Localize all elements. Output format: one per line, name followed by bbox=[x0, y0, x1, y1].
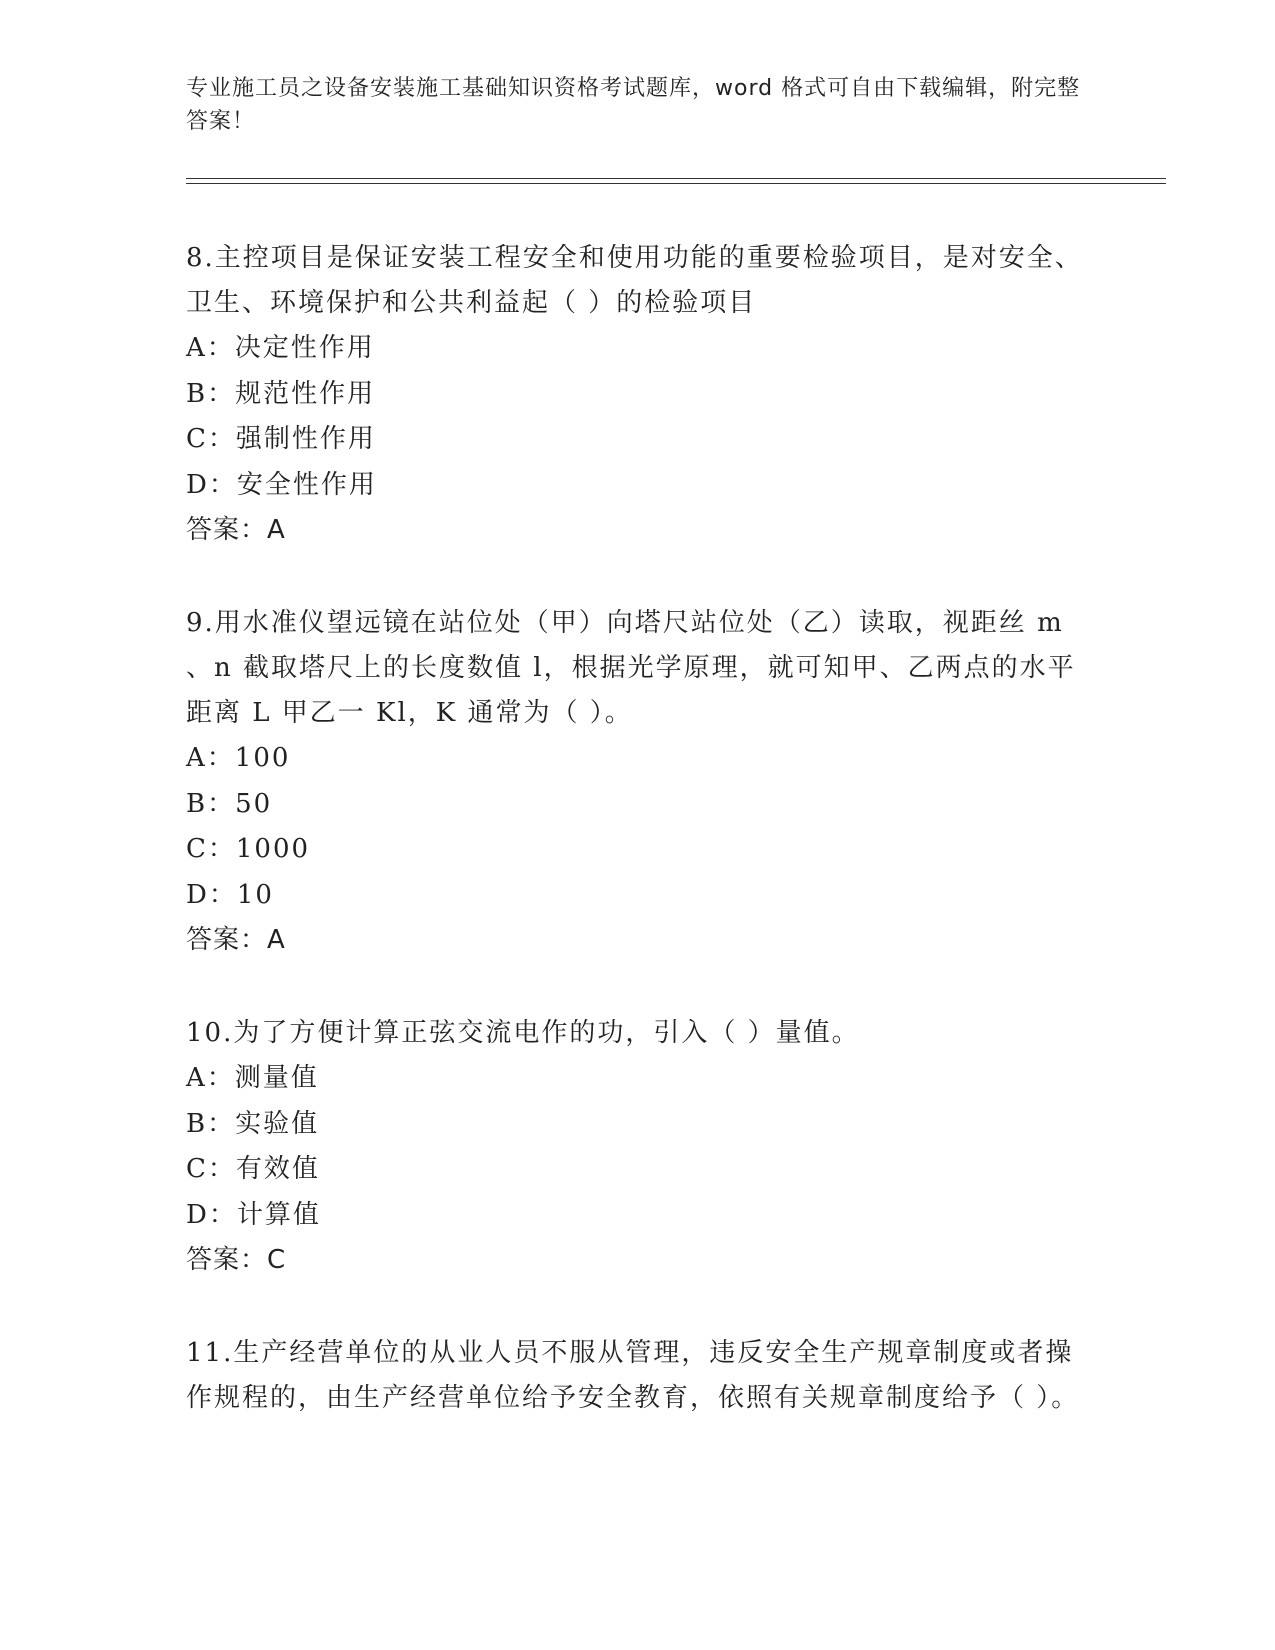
option-b: B：50 bbox=[186, 788, 273, 819]
question-10 bbox=[186, 1011, 1086, 1283]
option-d: D：10 bbox=[186, 879, 274, 910]
option-d: D：计算值 bbox=[186, 1199, 321, 1230]
option-b: B：实验值 bbox=[186, 1108, 320, 1139]
question-9 bbox=[186, 601, 1086, 963]
question-stem: 10.为了方便计算正弦交流电作的功，引入（ ）量值。 bbox=[186, 1018, 860, 1048]
question-stem: 8.主控项目是保证安装工程安全和使用功能的重要检验项目，是对安全、卫生、环境保护和公共利益起（ ）的检验项目 bbox=[186, 243, 1083, 318]
answer-line: 答案：A bbox=[186, 925, 286, 955]
option-a: A：决定性作用 bbox=[186, 333, 375, 363]
answer-line: 答案：C bbox=[186, 1245, 287, 1275]
question-stem: 9.用水准仪望远镜在站位处（甲）向塔尺站位处（乙）读取，视距丝 m 、n 截取塔尺上的长度数值 l，根据光学原理，就可知甲、乙两点的水平距离 L 甲乙一 Kl，K 通常为（ ）。 bbox=[186, 608, 1076, 728]
question-list bbox=[186, 236, 1086, 1469]
document-header: 专业施工员之设备安装施工基础知识资格考试题库，word 格式可自由下载编辑，附完整答案！ bbox=[186, 76, 1081, 134]
answer-line: 答案：A bbox=[186, 515, 286, 545]
question-stem: 11.生产经营单位的从业人员不服从管理，违反安全生产规章制度或者操作规程的，由生产经营单位给予安全教育，依照有关规章制度给予（ ）。 bbox=[186, 1338, 1080, 1413]
question-11 bbox=[186, 1331, 1086, 1421]
option-a: A：测量值 bbox=[186, 1063, 319, 1093]
header-divider bbox=[186, 178, 1166, 184]
option-d: D：安全性作用 bbox=[186, 469, 377, 500]
option-c: C：1000 bbox=[186, 834, 311, 864]
option-c: C：有效值 bbox=[186, 1154, 320, 1184]
question-8 bbox=[186, 236, 1086, 553]
option-a: A：100 bbox=[186, 743, 291, 773]
option-b: B：规范性作用 bbox=[186, 378, 376, 409]
option-c: C：强制性作用 bbox=[186, 424, 376, 454]
